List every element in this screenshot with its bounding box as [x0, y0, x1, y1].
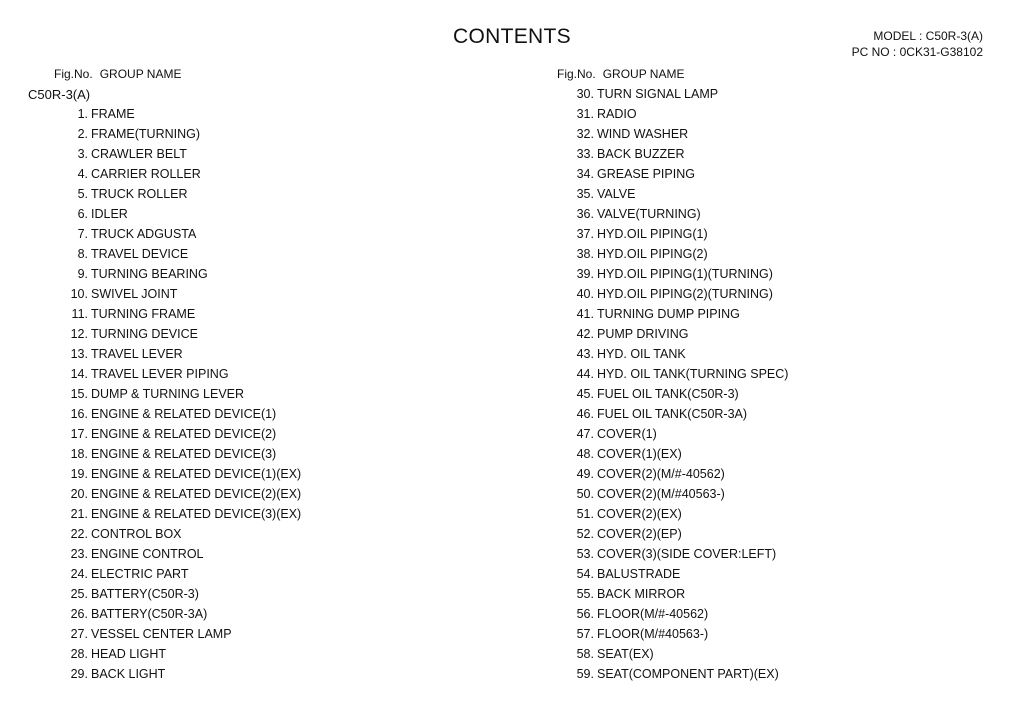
contents-item[interactable] — [500, 546, 788, 566]
contents-item[interactable] — [500, 506, 788, 526]
contents-item[interactable] — [500, 186, 788, 206]
contents-item[interactable] — [0, 286, 301, 306]
fig-number: 2. — [77, 127, 88, 141]
group-name: TURNING DEVICE — [91, 327, 198, 341]
contents-item[interactable] — [500, 626, 788, 646]
group-name: BACK MIRROR — [597, 587, 686, 601]
group-name: HYD.OIL PIPING(1)(TURNING) — [597, 267, 773, 281]
fig-number: 34. — [576, 167, 594, 181]
fig-number: 29. — [70, 667, 88, 681]
fig-number: 12. — [70, 327, 88, 341]
contents-item[interactable] — [0, 526, 301, 546]
fig-number: 14. — [70, 367, 88, 381]
group-name: VALVE(TURNING) — [597, 207, 701, 221]
group-name: BACK LIGHT — [91, 667, 166, 681]
contents-item[interactable] — [0, 506, 301, 526]
fig-number: 37. — [576, 227, 594, 241]
fig-number: 25. — [70, 587, 88, 601]
contents-item[interactable] — [500, 366, 788, 386]
contents-item[interactable] — [0, 606, 301, 626]
model-group-label: C50R-3(A) — [28, 87, 91, 102]
contents-item[interactable] — [0, 206, 301, 226]
fig-number: 15. — [70, 387, 88, 401]
contents-item[interactable] — [500, 446, 788, 466]
group-name: IDLER — [91, 207, 128, 221]
group-name: FUEL OIL TANK(C50R-3) — [597, 387, 739, 401]
group-name: TRAVEL LEVER PIPING — [91, 367, 229, 381]
fig-number: 18. — [70, 447, 88, 461]
contents-item[interactable] — [0, 626, 301, 646]
contents-item[interactable] — [0, 586, 301, 606]
fig-number: 5. — [77, 187, 88, 201]
group-name: ENGINE & RELATED DEVICE(3)(EX) — [91, 507, 302, 521]
contents-item[interactable] — [0, 486, 301, 506]
group-name: BACK BUZZER — [597, 147, 685, 161]
fig-number: 24. — [70, 567, 88, 581]
fig-number: 45. — [576, 387, 594, 401]
group-name: TRUCK ROLLER — [91, 187, 188, 201]
contents-item[interactable] — [0, 146, 301, 166]
group-name: BALUSTRADE — [597, 567, 681, 581]
fig-number: 47. — [576, 427, 594, 441]
group-name: HYD. OIL TANK — [597, 347, 686, 361]
fig-number: 51. — [576, 507, 594, 521]
group-name: HEAD LIGHT — [91, 647, 167, 661]
group-name: CONTROL BOX — [91, 527, 182, 541]
group-name: FRAME — [91, 107, 135, 121]
contents-item[interactable] — [500, 206, 788, 226]
contents-item[interactable] — [500, 466, 788, 486]
fig-number: 1. — [77, 107, 88, 121]
contents-item[interactable] — [0, 566, 301, 586]
fig-number: 31. — [576, 107, 594, 121]
group-name: WIND WASHER — [597, 127, 689, 141]
group-name: VESSEL CENTER LAMP — [91, 627, 232, 641]
group-name: CRAWLER BELT — [91, 147, 187, 161]
fig-number: 41. — [576, 307, 594, 321]
group-name: ENGINE CONTROL — [91, 547, 204, 561]
fig-number: 55. — [576, 587, 594, 601]
contents-item[interactable] — [0, 106, 301, 126]
fig-number: 58. — [576, 647, 594, 661]
fig-number: 42. — [576, 327, 594, 341]
fig-number: 13. — [70, 347, 88, 361]
group-name: ENGINE & RELATED DEVICE(2)(EX) — [91, 487, 302, 501]
column-header-right — [557, 67, 684, 81]
fig-number: 43. — [576, 347, 594, 361]
group-name: TURNING BEARING — [91, 267, 208, 281]
contents-item[interactable] — [500, 306, 788, 326]
fig-number: 9. — [77, 267, 88, 281]
contents-item[interactable] — [0, 306, 301, 326]
group-name: SEAT(EX) — [597, 647, 654, 661]
fig-number: 20. — [70, 487, 88, 501]
contents-list-right — [500, 86, 788, 686]
group-name: FLOOR(M/#-40562) — [597, 607, 709, 621]
fig-number: 11. — [71, 307, 88, 321]
contents-item[interactable] — [0, 466, 301, 486]
group-name: TURNING DUMP PIPING — [597, 307, 740, 321]
group-name: FLOOR(M/#40563-) — [597, 627, 709, 641]
contents-item[interactable] — [0, 386, 301, 406]
group-name: COVER(2)(EP) — [597, 527, 682, 541]
fig-no-header: Fig.No. — [557, 67, 596, 81]
contents-item[interactable] — [500, 286, 788, 306]
fig-number: 33. — [576, 147, 594, 161]
group-name: ENGINE & RELATED DEVICE(3) — [91, 447, 277, 461]
fig-number: 50. — [576, 487, 594, 501]
group-name: HYD.OIL PIPING(2) — [597, 247, 708, 261]
fig-number: 36. — [576, 207, 594, 221]
fig-number: 22. — [70, 527, 88, 541]
group-name: HYD.OIL PIPING(1) — [597, 227, 708, 241]
contents-item[interactable] — [500, 406, 788, 426]
contents-item[interactable] — [500, 606, 788, 626]
document-meta — [852, 28, 983, 60]
group-name: SWIVEL JOINT — [91, 287, 178, 301]
contents-item[interactable] — [500, 666, 788, 686]
group-name: COVER(2)(M/#-40562) — [597, 467, 725, 481]
contents-item[interactable] — [0, 266, 301, 286]
fig-number: 56. — [576, 607, 594, 621]
group-name: SEAT(COMPONENT PART)(EX) — [597, 667, 779, 681]
contents-item[interactable] — [0, 366, 301, 386]
fig-number: 30. — [576, 87, 594, 101]
group-name: TRAVEL DEVICE — [91, 247, 189, 261]
group-name: TRUCK ADGUSTA — [91, 227, 197, 241]
contents-item[interactable] — [500, 146, 788, 166]
fig-number: 17. — [70, 427, 88, 441]
fig-number: 23. — [70, 547, 88, 561]
contents-item[interactable] — [500, 646, 788, 666]
group-name: RADIO — [597, 107, 637, 121]
fig-number: 40. — [576, 287, 594, 301]
contents-item[interactable] — [500, 166, 788, 186]
column-header-left — [54, 67, 181, 81]
fig-number: 59. — [576, 667, 594, 681]
group-name: FRAME(TURNING) — [91, 127, 201, 141]
fig-number: 39. — [576, 267, 594, 281]
fig-number: 38. — [576, 247, 594, 261]
fig-number: 35. — [576, 187, 594, 201]
fig-number: 53. — [576, 547, 594, 561]
contents-item[interactable] — [0, 326, 301, 346]
fig-number: 46. — [576, 407, 594, 421]
contents-item[interactable] — [0, 126, 301, 146]
contents-item[interactable] — [500, 566, 788, 586]
fig-number: 16. — [70, 407, 88, 421]
group-name: BATTERY(C50R-3) — [91, 587, 199, 601]
fig-number: 57. — [576, 627, 594, 641]
fig-number: 3. — [77, 147, 88, 161]
group-name: COVER(2)(EX) — [597, 507, 682, 521]
fig-number: 44. — [576, 367, 594, 381]
contents-item[interactable] — [500, 126, 788, 146]
fig-number: 49. — [576, 467, 594, 481]
contents-item[interactable] — [500, 226, 788, 246]
contents-item[interactable] — [0, 546, 301, 566]
contents-item[interactable] — [0, 226, 301, 246]
fig-number: 54. — [576, 567, 594, 581]
group-name: HYD. OIL TANK(TURNING SPEC) — [597, 367, 789, 381]
fig-number: 10. — [70, 287, 88, 301]
group-name-header: GROUP NAME — [602, 67, 685, 81]
fig-number: 7. — [77, 227, 88, 241]
group-name: BATTERY(C50R-3A) — [91, 607, 208, 621]
group-name: COVER(3)(SIDE COVER:LEFT) — [597, 547, 777, 561]
group-name: ENGINE & RELATED DEVICE(1)(EX) — [91, 467, 302, 481]
contents-item[interactable] — [0, 186, 301, 206]
group-name: ENGINE & RELATED DEVICE(1) — [91, 407, 277, 421]
fig-number: 26. — [70, 607, 88, 621]
fig-no-header: Fig.No. — [54, 67, 93, 81]
fig-number: 21. — [70, 507, 88, 521]
contents-item[interactable] — [500, 526, 788, 546]
group-name: FUEL OIL TANK(C50R-3A) — [597, 407, 748, 421]
group-name: DUMP & TURNING LEVER — [91, 387, 245, 401]
group-name: VALVE — [597, 187, 636, 201]
group-name: ENGINE & RELATED DEVICE(2) — [91, 427, 277, 441]
contents-item[interactable] — [0, 646, 301, 666]
contents-item[interactable] — [0, 406, 301, 426]
contents-item[interactable] — [500, 106, 788, 126]
model-number: MODEL : C50R-3(A) — [873, 29, 983, 43]
contents-item[interactable] — [0, 166, 301, 186]
contents-item[interactable] — [500, 266, 788, 286]
group-name: TRAVEL LEVER — [91, 347, 183, 361]
fig-number: 6. — [77, 207, 88, 221]
fig-number: 52. — [576, 527, 594, 541]
contents-item[interactable] — [500, 586, 788, 606]
contents-list-left — [0, 106, 301, 686]
group-name: CARRIER ROLLER — [91, 167, 201, 181]
contents-item[interactable] — [0, 246, 301, 266]
group-name: COVER(2)(M/#40563-) — [597, 487, 725, 501]
group-name: ELECTRIC PART — [91, 567, 189, 581]
group-name-header: GROUP NAME — [99, 67, 182, 81]
contents-item[interactable] — [500, 246, 788, 266]
fig-number: 48. — [576, 447, 594, 461]
contents-item[interactable] — [500, 86, 788, 106]
group-name: GREASE PIPING — [597, 167, 695, 181]
fig-number: 27. — [70, 627, 88, 641]
fig-number: 32. — [576, 127, 594, 141]
fig-number: 19. — [70, 467, 88, 481]
contents-item[interactable] — [0, 446, 301, 466]
group-name: COVER(1) — [597, 427, 657, 441]
fig-number: 8. — [77, 247, 88, 261]
contents-item[interactable] — [500, 426, 788, 446]
pc-number: PC NO : 0CK31-G38102 — [851, 45, 983, 59]
fig-number: 28. — [70, 647, 88, 661]
page-title: CONTENTS — [453, 25, 571, 48]
contents-item[interactable] — [500, 486, 788, 506]
group-name: TURN SIGNAL LAMP — [597, 87, 719, 101]
fig-number: 4. — [77, 167, 88, 181]
group-name: COVER(1)(EX) — [597, 447, 682, 461]
contents-item[interactable] — [0, 666, 301, 686]
contents-item[interactable] — [500, 326, 788, 346]
group-name: HYD.OIL PIPING(2)(TURNING) — [597, 287, 773, 301]
contents-item[interactable] — [0, 346, 301, 366]
contents-item[interactable] — [0, 426, 301, 446]
contents-item[interactable] — [500, 346, 788, 366]
group-name: PUMP DRIVING — [597, 327, 689, 341]
contents-item[interactable] — [500, 386, 788, 406]
group-name: TURNING FRAME — [91, 307, 196, 321]
